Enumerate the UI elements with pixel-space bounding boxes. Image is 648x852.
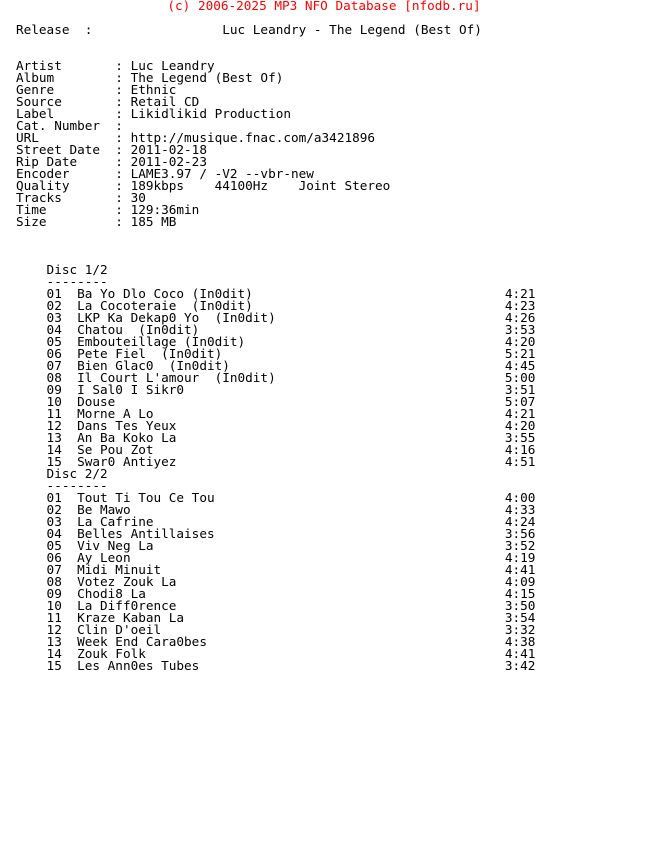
nfo-line: Street Date : 2011-02-18 — [16, 142, 207, 157]
nfo-line: 06 Pete Fiel (In0dit) 5:21 — [16, 346, 536, 361]
nfo-line: 03 LKP Ka Dekap0 Yo (In0dit) 4:26 — [16, 310, 536, 325]
nfo-line: 10 La Diff0rence 3:50 — [16, 598, 536, 613]
nfo-line: 08 Il Court L'amour (In0dit) 5:00 — [16, 370, 536, 385]
nfo-line — [16, 36, 535, 48]
nfo-line: Tracks : 30 — [16, 190, 146, 205]
nfo-line: -------- — [16, 274, 108, 289]
nfo-line: 01 Ba Yo Dlo Coco (In0dit) 4:21 — [16, 286, 536, 301]
nfo-line: 15 Les Ann0es Tubes 3:42 — [16, 658, 536, 673]
nfo-line: 03 La Cafrine 4:24 — [16, 514, 536, 529]
nfo-line: Release : Luc Leandry - The Legend (Best Of) — [16, 22, 482, 37]
nfo-line: 11 Kraze Kaban La 3:54 — [16, 610, 536, 625]
nfo-line: 02 Be Mawo 4:33 — [16, 502, 536, 517]
nfo-line: 12 Clin D'oeil 3:32 — [16, 622, 536, 637]
nfo-line: 04 Chatou (In0dit) 3:53 — [16, 322, 536, 337]
nfo-line: Disc 2/2 — [16, 466, 108, 481]
nfo-line: 13 Week End Cara0bes 4:38 — [16, 634, 536, 649]
nfo-line: 05 Embouteillage (In0dit) 4:20 — [16, 334, 536, 349]
nfo-line: Label : Likidlikid Production — [16, 106, 291, 121]
nfo-line: Quality : 189kbps 44100Hz Joint Stereo — [16, 178, 391, 193]
nfo-line: Source : Retail CD — [16, 94, 200, 109]
nfo-line: 09 Chodi8 La 4:15 — [16, 586, 536, 601]
nfo-line: Disc 1/2 — [16, 262, 108, 277]
nfo-line: Cat. Number : — [16, 118, 123, 133]
nfo-line: URL : http://musique.fnac.com/a3421896 — [16, 130, 376, 145]
nfo-line: 15 Swar0 Antiyez 4:51 — [16, 454, 536, 469]
site-credit: (c) 2006-2025 MP3 NFO Database [nfodb.ru] — [167, 0, 481, 13]
nfo-line: Album : The Legend (Best Of) — [16, 70, 284, 85]
nfo-line: 01 Tout Ti Tou Ce Tou 4:00 — [16, 490, 536, 505]
nfo-line: 11 Morne A Lo 4:21 — [16, 406, 536, 421]
nfo-line: 07 Midi Minuit 4:41 — [16, 562, 536, 577]
nfo-line: 13 An Ba Koko La 3:55 — [16, 430, 536, 445]
nfo-text — [16, 24, 535, 672]
nfo-line: 04 Belles Antillaises 3:56 — [16, 526, 536, 541]
nfo-line: -------- — [16, 478, 108, 493]
nfo-line: Encoder : LAME3.97 / -V2 --vbr-new — [16, 166, 314, 181]
nfo-line: Time : 129:36min — [16, 202, 200, 217]
nfo-line: 06 Ay Leon 4:19 — [16, 550, 536, 565]
nfo-line: 08 Votez Zouk La 4:09 — [16, 574, 536, 589]
nfo-line: Genre : Ethnic — [16, 82, 177, 97]
nfo-line: 14 Zouk Folk 4:41 — [16, 646, 536, 661]
nfo-line: 10 Douse 5:07 — [16, 394, 536, 409]
nfo-line — [16, 240, 535, 252]
nfo-line — [16, 228, 535, 240]
nfo-line: 14 Se Pou Zot 4:16 — [16, 442, 536, 457]
nfo-line: 02 La Cocoteraie (In0dit) 4:23 — [16, 298, 536, 313]
nfo-line: 12 Dans Tes Yeux 4:20 — [16, 418, 536, 433]
nfo-line: 05 Viv Neg La 3:52 — [16, 538, 536, 553]
nfo-line: Rip Date : 2011-02-23 — [16, 154, 207, 169]
nfo-line: 07 Bien Glac0 (In0dit) 4:45 — [16, 358, 536, 373]
nfo-line: 09 I Sal0 I Sikr0 3:51 — [16, 382, 536, 397]
nfo-line: Size : 185 MB — [16, 214, 177, 229]
nfo-line: Artist : Luc Leandry — [16, 58, 215, 73]
